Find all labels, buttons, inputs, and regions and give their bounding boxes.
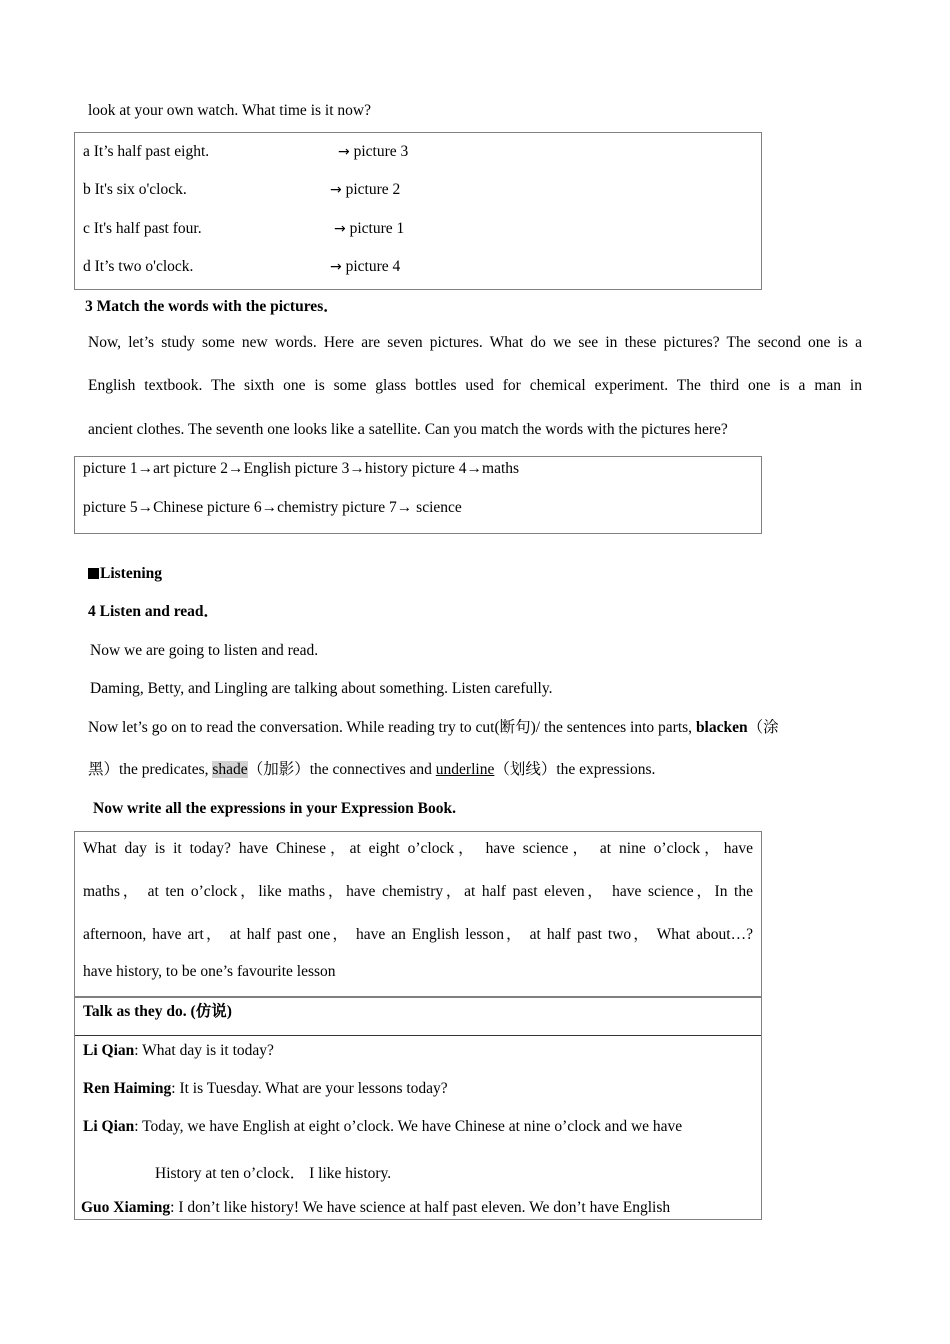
match-target bbox=[330, 181, 400, 199]
dialogue-speaker: Li Qian bbox=[83, 1042, 135, 1059]
dialogue-line bbox=[83, 1118, 682, 1136]
instruction-part-2: （涂 bbox=[747, 719, 779, 736]
arrow-right-icon: → bbox=[334, 221, 346, 237]
arrow-right-icon: → bbox=[330, 259, 342, 275]
section-4-heading: 4 Listen and read． bbox=[88, 603, 220, 620]
black-square-bullet-icon bbox=[88, 568, 99, 579]
reading-instruction-line-2 bbox=[88, 760, 655, 779]
match-label: d It’s two o'clock. bbox=[83, 258, 194, 275]
match-picture: picture 1 bbox=[349, 220, 405, 237]
dialogue-speaker: Ren Haiming bbox=[83, 1080, 172, 1097]
instruction-blacken-term: blacken bbox=[695, 719, 748, 736]
dialogue-text: : I don’t like history! We have science at half past eleven. We don’t have English bbox=[170, 1199, 671, 1216]
match-row bbox=[83, 220, 202, 238]
write-expressions-heading: Now write all the expressions in your Expression Book. bbox=[93, 800, 456, 817]
match-row bbox=[83, 258, 193, 276]
arrow-right-icon: → bbox=[330, 182, 342, 198]
listening-line-1: Now we are going to listen and read. bbox=[90, 642, 319, 659]
expressions-line: have history, to be one’s favourite lesson bbox=[83, 963, 336, 980]
dialogue-speaker: Li Qian bbox=[83, 1118, 135, 1135]
instruction-part-1: Now let’s go on to read the conversation. While reading try to cut(断句)/ the sentences into parts, bbox=[88, 719, 696, 736]
match-target bbox=[334, 220, 404, 238]
instruction-part-4: （加影）the connectives and bbox=[247, 761, 436, 778]
instruction-underline-term: underline bbox=[435, 761, 495, 778]
dialogue-text: : It is Tuesday. What are your lessons today? bbox=[171, 1080, 448, 1097]
section-3-paragraph-line: ancient clothes. The seventh one looks like a satellite. Can you match the words with the pictures here? bbox=[88, 421, 728, 438]
match-label: a It’s half past eight. bbox=[83, 143, 210, 160]
instruction-part-3: 黑）the predicates, bbox=[88, 761, 213, 778]
dialogue-line bbox=[81, 1199, 670, 1217]
listening-line-2: Daming, Betty, and Lingling are talking about something. Listen carefully. bbox=[90, 680, 553, 697]
talk-box-header: Talk as they do. (仿说) bbox=[83, 1003, 232, 1020]
dialogue-line bbox=[83, 1042, 274, 1060]
section-3-heading: 3 Match the words with the pictures． bbox=[85, 298, 339, 315]
dialogue-speaker: Guo Xiaming bbox=[81, 1199, 171, 1216]
match-row bbox=[83, 181, 187, 199]
expressions-line: maths， at ten o’clock，like maths，have chemistry，at half past eleven， have science，In the bbox=[83, 883, 753, 900]
reading-instruction-line-1 bbox=[88, 718, 779, 737]
intro-line: look at your own watch. What time is it now? bbox=[88, 102, 371, 119]
instruction-shade-term: shade bbox=[212, 761, 248, 778]
dialogue-line bbox=[83, 1080, 448, 1098]
dialogue-text: History at ten o’clock． I like history. bbox=[155, 1165, 392, 1182]
talk-box-header-divider bbox=[75, 1035, 761, 1036]
match-picture: picture 4 bbox=[345, 258, 401, 275]
listening-section-heading bbox=[88, 564, 162, 583]
talk-box bbox=[74, 997, 762, 1220]
arrow-right-icon: → bbox=[338, 144, 350, 160]
instruction-part-5: （划线）the expressions. bbox=[494, 761, 656, 778]
match-picture: picture 3 bbox=[353, 143, 409, 160]
match-label: c It's half past four. bbox=[83, 220, 202, 237]
expressions-line: afternoon, have art， at half past one， have an English lesson， at half past two， What about…? bbox=[83, 926, 753, 943]
match-picture: picture 2 bbox=[345, 181, 401, 198]
picture-answers-line bbox=[83, 499, 462, 517]
dialogue-line-continuation bbox=[155, 1161, 391, 1183]
expressions-line: What day is it today? have Chinese，at eight o’clock， have science， at nine o’clock，have bbox=[83, 840, 753, 857]
picture-answers-line-1: picture 1→art picture 2→English picture 3→history picture 4→maths bbox=[83, 460, 520, 477]
match-row bbox=[83, 143, 209, 161]
dialogue-text: : What day is it today? bbox=[134, 1042, 274, 1059]
match-target bbox=[330, 258, 400, 276]
match-target bbox=[338, 143, 408, 161]
match-label: b It's six o'clock. bbox=[83, 181, 187, 198]
listening-label: Listening bbox=[100, 565, 163, 582]
section-3-paragraph-line: Now, let’s study some new words. Here are seven pictures. What do we see in these pictures? The second one is a bbox=[88, 334, 862, 351]
section-3-paragraph-line: English textbook. The sixth one is some glass bottles used for chemical experiment. The third one is a man in bbox=[88, 377, 862, 394]
picture-answers-line-2: picture 5→Chinese picture 6→chemistry picture 7→ science bbox=[83, 499, 462, 516]
dialogue-text: : Today, we have English at eight o’clock. We have Chinese at nine o’clock and we have bbox=[134, 1118, 683, 1135]
picture-answers-line bbox=[83, 460, 519, 478]
